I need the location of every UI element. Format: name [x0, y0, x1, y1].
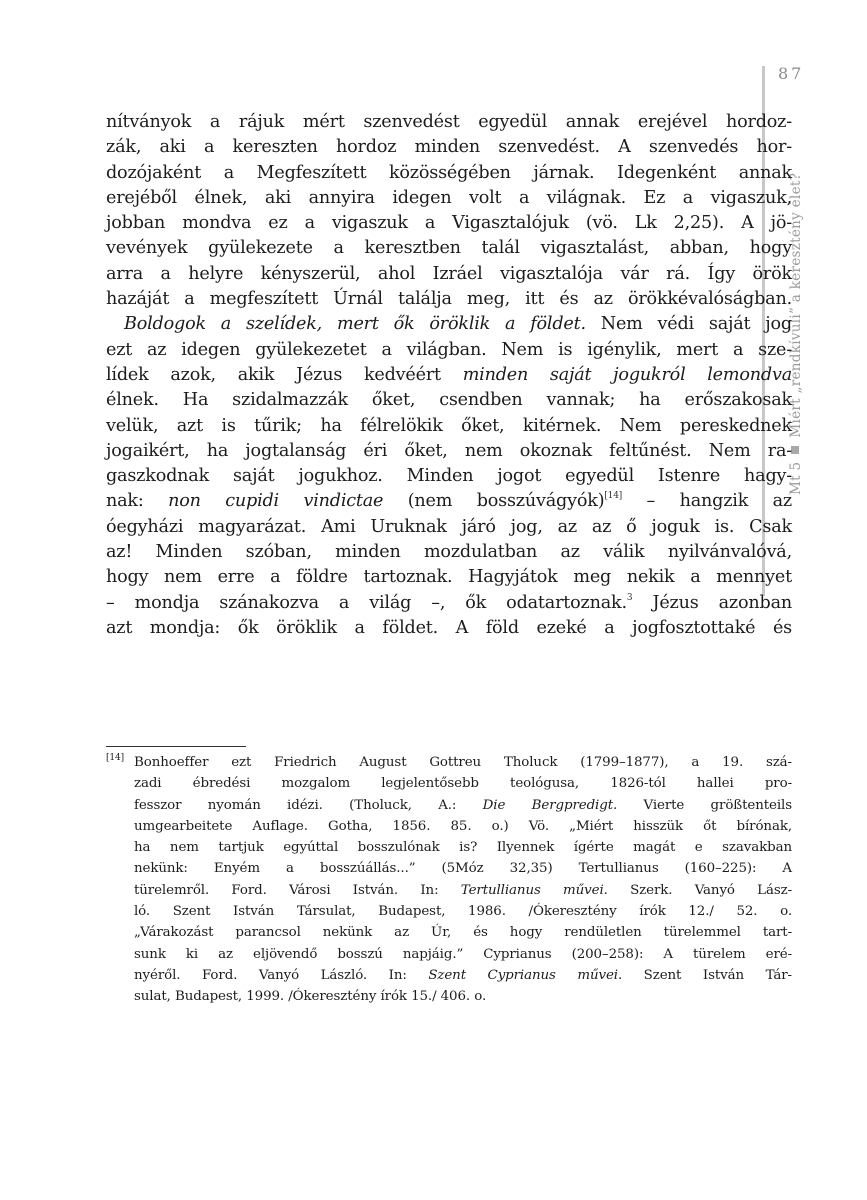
footnote-14 — [106, 752, 792, 1008]
footnote-reference-14[interactable]: [14] — [604, 491, 623, 502]
footnote-mark: [14] — [106, 753, 125, 763]
footnote-line: türelemről. Ford. Városi István. In: Tertullianus művei. Szerk. Vanyó Lász- — [134, 882, 792, 898]
text-line: az! Minden szóban, minden mozdulatban az válik nyilvánvalóvá, — [106, 542, 792, 563]
text-line: jogaikért, ha jogtalanság éri őket, nem okoznak feltűnést. Nem ra- — [106, 440, 792, 461]
running-head-chapter: Mt 5 — [788, 461, 804, 495]
footnote-line: fesszor nyomán idézi. (Tholuck, A.: Die Bergpredigt. Vierte größtenteils — [134, 797, 793, 813]
footnote-line: ha nem tartjuk egyúttal bosszulónak is? Ilyennek ígérte magát e szavakban — [134, 840, 792, 856]
text-line: óegyházi magyarázat. Ami Uruknak járó jog, az az ő joguk is. Csak — [106, 516, 792, 537]
page-number: 87 — [778, 64, 805, 83]
footnote-line: nekünk: Enyém a bosszúállás...” (5Móz 32,35) Tertullianus (160–225): A — [134, 861, 792, 877]
text-line: vevények gyülekezete a keresztben talál vigasztalást, abban, hogy — [106, 238, 792, 259]
footnote-text — [134, 752, 792, 1008]
text-line: lídek azok, akik Jézus kedvéért minden saját jogukról lemondva — [106, 364, 792, 385]
text-line: arra a helyre kényszerül, ahol Izráel vigasztalója vár rá. Így örök — [106, 263, 792, 284]
text-line: zák, aki a kereszten hordoz minden szenvedést. A szenvedés hor- — [106, 137, 792, 158]
text-line: hogy nem erre a földre tartoznak. Hagyjátok meg nekik a mennyet — [106, 567, 792, 588]
footnote-line: sulat, Budapest, 1999. /Ókeresztény írók 15./ 406. o. — [134, 989, 487, 1005]
main-text — [106, 110, 792, 641]
text-line: hazáját a megfeszített Úrnál találja meg, itt és az örökkévalóságban. — [106, 289, 792, 310]
beatitude-quote: Boldogok a szelídek, mert ők öröklik a földet. — [124, 314, 586, 335]
footnote-line: ló. Szent István Társulat, Budapest, 1986. /Ókeresztény írók 12./ 52. o. — [134, 904, 792, 920]
text-line: ezt az idegen gyülekezetet a világban. Nem is igénylik, mert a sze- — [106, 339, 792, 360]
text-line: gaszkodnak saját jogukhoz. Minden jogot egyedül Istenre hagy- — [106, 466, 792, 487]
footnote-line: umgearbeitete Auflage. Gotha, 1856. 85. o.) Vö. „Miért hisszük őt bírónak, — [134, 818, 792, 834]
text-line: élnek. Ha szidalmazzák őket, csendben vannak; ha erőszakosak — [106, 390, 792, 411]
endnote-reference-3[interactable]: 3 — [626, 592, 633, 603]
text-line: velük, azt is tűrik; ha félrelökik őket, kitérnek. Nem pereskednek — [106, 415, 792, 436]
text-line: nítványok a rájuk mért szenvedést egyedül annak erejével hordoz- — [106, 112, 792, 132]
footnote-separator — [106, 746, 246, 747]
footnote-line: nyéről. Ford. Vanyó László. In: Szent Cyprianus művei. Szent István Tár- — [134, 967, 792, 983]
footnote-line: sunk ki az eljövendő bosszú napjáig.” Cyprianus (200–258): A türelem eré- — [134, 946, 792, 962]
square-bullet-icon — [791, 446, 799, 454]
footnote-line: Bonhoeffer ezt Friedrich August Gottreu Tholuck (1799–1877), a 19. szá- — [134, 755, 792, 770]
text-line: – mondja szánakozva a világ –, ők odatartoznak.$^3$ Jézus azonban — [106, 592, 792, 613]
footnote-line: „Várakozást parancsol nekünk az Úr, és hogy rendületlen türelemmel tart- — [134, 925, 792, 941]
footnote-line: zadi ébredési mozgalom legjelentősebb teológusa, 1826-tól hallei pro- — [134, 776, 792, 792]
text-line: nak: non cupidi vindictae (nem bosszúvágyók)[14] – hangzik az — [106, 491, 792, 512]
text-line: dozójaként a Megfeszített közösségében járnak. Idegenként annak — [106, 162, 792, 183]
text-line: erejéből élnek, aki annyira idegen volt a világnak. Ez a vigaszuk, — [106, 187, 792, 208]
text-line: jobban mondva ez a vigaszuk a Vigasztalójuk (vö. Lk 2,25). A jö- — [106, 213, 792, 234]
paragraph-start-line: Boldogok a szelídek, mert ők öröklik a földet. Nem védi saját jog — [124, 314, 792, 335]
running-head-title: Miért „rendkívüli” a keresztény élet? — [788, 172, 804, 438]
text-line: azt mondja: ők öröklik a földet. A föld ezeké a jogfosztottaké és — [106, 617, 792, 638]
